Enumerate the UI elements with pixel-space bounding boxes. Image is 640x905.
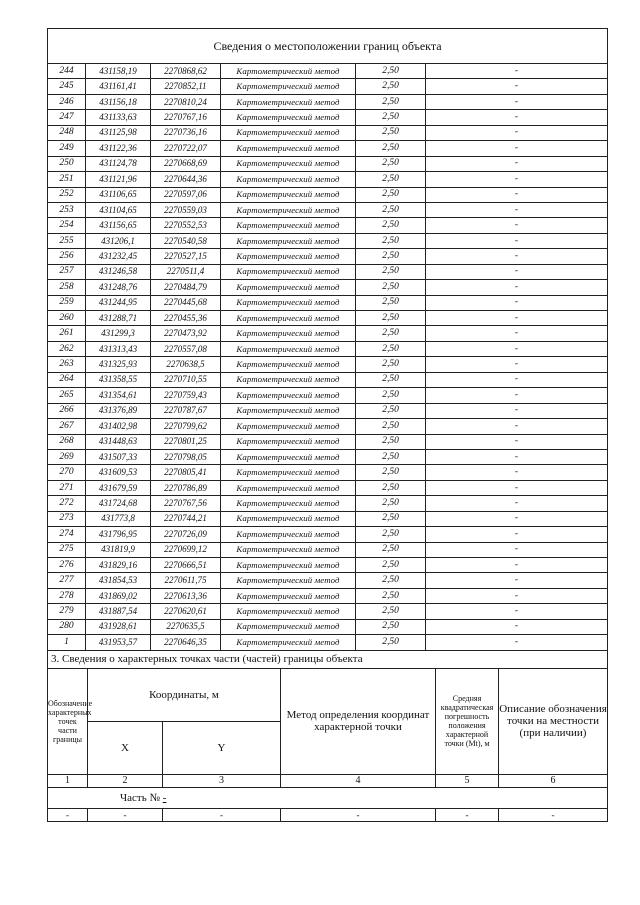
point-number-cell: 276 (48, 558, 86, 573)
point-number-cell: 255 (48, 233, 86, 248)
method-cell: Картометрический метод (221, 434, 356, 449)
description-cell: - (426, 64, 608, 79)
method-cell: Картометрический метод (221, 187, 356, 202)
coord-x-cell: 431869,02 (86, 588, 151, 603)
coord-x-cell: 431325,93 (86, 357, 151, 372)
coord-y-cell: 2270597,06 (151, 187, 221, 202)
table-row (48, 141, 608, 156)
column-number: 2 (88, 774, 163, 787)
precision-cell: 2,50 (356, 280, 426, 295)
coord-x-cell: 431773,8 (86, 511, 151, 526)
coords-header: Координаты, м (88, 668, 281, 721)
precision-cell: 2,50 (356, 527, 426, 542)
coord-y-cell: 2270810,24 (151, 94, 221, 109)
precision-cell: 2,50 (356, 64, 426, 79)
table-row (48, 125, 608, 140)
description-cell: - (426, 311, 608, 326)
description-cell: - (426, 558, 608, 573)
precision-cell: 2,50 (356, 187, 426, 202)
coord-y-cell: 2270455,36 (151, 311, 221, 326)
coord-x-cell: 431104,65 (86, 202, 151, 217)
point-number-cell: 272 (48, 496, 86, 511)
precision-cell: 2,50 (356, 79, 426, 94)
precision-cell: 2,50 (356, 465, 426, 480)
method-cell: Картометрический метод (221, 527, 356, 542)
precision-cell: 2,50 (356, 449, 426, 464)
coord-y-cell: 2270805,41 (151, 465, 221, 480)
point-number-cell: 265 (48, 388, 86, 403)
point-number-cell: 251 (48, 172, 86, 187)
coord-x-cell: 431206,1 (86, 233, 151, 248)
point-number-cell: 250 (48, 156, 86, 171)
method-cell: Картометрический метод (221, 465, 356, 480)
description-cell: - (426, 280, 608, 295)
method-header: Метод определения координат характерной точки (281, 668, 436, 774)
description-cell: - (426, 573, 608, 588)
method-cell: Картометрический метод (221, 156, 356, 171)
method-cell: Картометрический метод (221, 172, 356, 187)
empty-cell: - (163, 808, 281, 821)
method-cell: Картометрический метод (221, 341, 356, 356)
precision-cell: 2,50 (356, 604, 426, 619)
description-cell: - (426, 388, 608, 403)
method-cell: Картометрический метод (221, 280, 356, 295)
method-cell: Картометрический метод (221, 588, 356, 603)
precision-cell: 2,50 (356, 419, 426, 434)
section2-table (47, 28, 608, 651)
description-cell: - (426, 511, 608, 526)
precision-cell: 2,50 (356, 573, 426, 588)
precision-cell: 2,50 (356, 558, 426, 573)
point-label-header: Обозначение характерных точек части границы (48, 668, 88, 774)
description-cell: - (426, 357, 608, 372)
coord-y-cell: 2270787,67 (151, 403, 221, 418)
point-number-cell: 261 (48, 326, 86, 341)
document-sheet (47, 28, 607, 822)
point-number-cell: 259 (48, 295, 86, 310)
precision-cell: 2,50 (356, 249, 426, 264)
table-row (48, 449, 608, 464)
point-number-cell: 257 (48, 264, 86, 279)
table-row (48, 79, 608, 94)
point-number-cell: 280 (48, 619, 86, 634)
method-cell: Картометрический метод (221, 233, 356, 248)
precision-cell: 2,50 (356, 403, 426, 418)
precision-cell: 2,50 (356, 372, 426, 387)
coord-y-cell: 2270767,16 (151, 110, 221, 125)
coord-x-cell: 431854,53 (86, 573, 151, 588)
table-row (48, 619, 608, 634)
coord-y-cell: 2270798,05 (151, 449, 221, 464)
coord-x-cell: 431679,59 (86, 480, 151, 495)
method-cell: Картометрический метод (221, 419, 356, 434)
precision-cell: 2,50 (356, 156, 426, 171)
method-cell: Картометрический метод (221, 326, 356, 341)
precision-cell: 2,50 (356, 511, 426, 526)
coord-y-cell: 2270611,75 (151, 573, 221, 588)
description-cell: - (426, 326, 608, 341)
table-row (48, 249, 608, 264)
description-cell: - (426, 604, 608, 619)
method-cell: Картометрический метод (221, 295, 356, 310)
point-number-cell: 273 (48, 511, 86, 526)
table-row (48, 588, 608, 603)
point-number-cell: 256 (48, 249, 86, 264)
coord-x-cell: 431156,65 (86, 218, 151, 233)
table-row (48, 480, 608, 495)
table-row (48, 280, 608, 295)
coord-y-cell: 2270710,55 (151, 372, 221, 387)
coord-x-cell: 431158,19 (86, 64, 151, 79)
description-cell: - (426, 465, 608, 480)
point-number-cell: 258 (48, 280, 86, 295)
empty-cell: - (88, 808, 163, 821)
column-number: 6 (499, 774, 608, 787)
coord-x-cell: 431796,95 (86, 527, 151, 542)
coord-y-cell: 2270511,4 (151, 264, 221, 279)
precision-cell: 2,50 (356, 218, 426, 233)
description-header: Описание обозначения точки на местности (при наличии) (499, 668, 608, 774)
point-number-cell: 246 (48, 94, 86, 109)
precision-cell: 2,50 (356, 588, 426, 603)
table-row (48, 94, 608, 109)
section2-title: Сведения о местоположении границ объекта (48, 29, 608, 64)
point-number-cell: 252 (48, 187, 86, 202)
description-cell: - (426, 496, 608, 511)
precision-cell: 2,50 (356, 141, 426, 156)
coord-y-cell: 2270799,62 (151, 419, 221, 434)
section3-table (47, 650, 608, 822)
description-cell: - (426, 141, 608, 156)
point-number-cell: 260 (48, 311, 86, 326)
point-number-cell: 275 (48, 542, 86, 557)
description-cell: - (426, 434, 608, 449)
column-number: 3 (163, 774, 281, 787)
description-cell: - (426, 619, 608, 634)
description-cell: - (426, 125, 608, 140)
description-cell: - (426, 449, 608, 464)
coord-y-cell: 2270635,5 (151, 619, 221, 634)
precision-cell: 2,50 (356, 480, 426, 495)
coord-x-cell: 431246,58 (86, 264, 151, 279)
description-cell: - (426, 202, 608, 217)
coord-y-cell: 2270638,5 (151, 357, 221, 372)
method-cell: Картометрический метод (221, 125, 356, 140)
point-number-cell: 274 (48, 527, 86, 542)
table-row (48, 295, 608, 310)
table-row (48, 527, 608, 542)
table-row (48, 372, 608, 387)
precision-cell: 2,50 (356, 125, 426, 140)
coord-x-cell: 431724,68 (86, 496, 151, 511)
method-cell: Картометрический метод (221, 110, 356, 125)
coord-y-cell: 2270646,35 (151, 635, 221, 650)
coord-y-cell: 2270620,61 (151, 604, 221, 619)
coord-x-cell: 431106,65 (86, 187, 151, 202)
precision-cell: 2,50 (356, 341, 426, 356)
method-cell: Картометрический метод (221, 372, 356, 387)
method-cell: Картометрический метод (221, 202, 356, 217)
method-cell: Картометрический метод (221, 573, 356, 588)
table-row (48, 496, 608, 511)
description-cell: - (426, 172, 608, 187)
coord-y-cell: 2270852,11 (151, 79, 221, 94)
table-row (48, 202, 608, 217)
coord-y-cell: 2270557,08 (151, 341, 221, 356)
section3-title: 3. Сведения о характерных точках части (частей) границы объекта (48, 650, 608, 668)
coord-y-cell: 2270726,09 (151, 527, 221, 542)
empty-cell: - (48, 808, 88, 821)
table-row (48, 311, 608, 326)
coord-x-cell: 431507,33 (86, 449, 151, 464)
method-cell: Картометрический метод (221, 480, 356, 495)
coord-y-cell: 2270552,53 (151, 218, 221, 233)
table-row (48, 388, 608, 403)
table-row (48, 233, 608, 248)
precision-cell: 2,50 (356, 172, 426, 187)
coord-x-cell: 431288,71 (86, 311, 151, 326)
empty-cell: - (436, 808, 499, 821)
point-number-cell: 262 (48, 341, 86, 356)
coord-x-cell: 431156,18 (86, 94, 151, 109)
description-cell: - (426, 94, 608, 109)
coord-y-cell: 2270801,25 (151, 434, 221, 449)
part-row (48, 787, 608, 808)
point-number-cell: 244 (48, 64, 86, 79)
point-number-cell: 245 (48, 79, 86, 94)
method-cell: Картометрический метод (221, 388, 356, 403)
description-cell: - (426, 218, 608, 233)
precision-cell: 2,50 (356, 496, 426, 511)
precision-cell: 2,50 (356, 295, 426, 310)
method-cell: Картометрический метод (221, 403, 356, 418)
table-row (48, 511, 608, 526)
table-row (48, 558, 608, 573)
coord-y-cell: 2270759,43 (151, 388, 221, 403)
point-number-cell: 253 (48, 202, 86, 217)
coord-y-cell: 2270699,12 (151, 542, 221, 557)
table-row (48, 264, 608, 279)
description-cell: - (426, 419, 608, 434)
method-cell: Картометрический метод (221, 357, 356, 372)
part-label: Часть № (120, 791, 160, 804)
method-cell: Картометрический метод (221, 249, 356, 264)
table-row (48, 419, 608, 434)
point-number-cell: 254 (48, 218, 86, 233)
coord-x-cell: 431121,96 (86, 172, 151, 187)
coord-x-cell: 431133,63 (86, 110, 151, 125)
column-number: 4 (281, 774, 436, 787)
precision-cell: 2,50 (356, 264, 426, 279)
table-row (48, 604, 608, 619)
coord-x-cell: 431124,78 (86, 156, 151, 171)
coord-y-cell: 2270722,07 (151, 141, 221, 156)
description-cell: - (426, 295, 608, 310)
method-cell: Картометрический метод (221, 635, 356, 650)
method-cell: Картометрический метод (221, 496, 356, 511)
point-number-cell: 268 (48, 434, 86, 449)
coord-x-cell: 431829,16 (86, 558, 151, 573)
x-header: X (88, 721, 163, 774)
table-row (48, 187, 608, 202)
precision-cell: 2,50 (356, 357, 426, 372)
part-value: - (162, 791, 167, 804)
coord-x-cell: 431232,45 (86, 249, 151, 264)
point-number-cell: 267 (48, 419, 86, 434)
coord-x-cell: 431953,57 (86, 635, 151, 650)
description-cell: - (426, 635, 608, 650)
coord-x-cell: 431161,41 (86, 79, 151, 94)
description-cell: - (426, 156, 608, 171)
column-number: 5 (436, 774, 499, 787)
description-cell: - (426, 480, 608, 495)
description-cell: - (426, 233, 608, 248)
coord-y-cell: 2270666,51 (151, 558, 221, 573)
precision-cell: 2,50 (356, 110, 426, 125)
table-row (48, 64, 608, 79)
table-row (48, 156, 608, 171)
precision-cell: 2,50 (356, 388, 426, 403)
table-row (48, 434, 608, 449)
point-number-cell: 1 (48, 635, 86, 650)
coord-x-cell: 431313,43 (86, 341, 151, 356)
table-row (48, 403, 608, 418)
point-number-cell: 264 (48, 372, 86, 387)
coord-x-cell: 431125,98 (86, 125, 151, 140)
method-cell: Картометрический метод (221, 542, 356, 557)
description-cell: - (426, 79, 608, 94)
point-number-cell: 277 (48, 573, 86, 588)
method-cell: Картометрический метод (221, 141, 356, 156)
coord-y-cell: 2270445,68 (151, 295, 221, 310)
method-cell: Картометрический метод (221, 311, 356, 326)
table-row (48, 635, 608, 650)
description-cell: - (426, 403, 608, 418)
description-cell: - (426, 341, 608, 356)
coord-x-cell: 431402,98 (86, 419, 151, 434)
precision-cell: 2,50 (356, 434, 426, 449)
method-cell: Картометрический метод (221, 94, 356, 109)
precision-cell: 2,50 (356, 635, 426, 650)
coord-x-cell: 431609,53 (86, 465, 151, 480)
method-cell: Картометрический метод (221, 264, 356, 279)
coord-y-cell: 2270736,16 (151, 125, 221, 140)
coord-x-cell: 431358,55 (86, 372, 151, 387)
table-row (48, 357, 608, 372)
coord-x-cell: 431299,3 (86, 326, 151, 341)
point-number-cell: 263 (48, 357, 86, 372)
point-number-cell: 247 (48, 110, 86, 125)
table-row (48, 172, 608, 187)
point-number-cell: 270 (48, 465, 86, 480)
coord-y-cell: 2270744,21 (151, 511, 221, 526)
coord-x-cell: 431928,61 (86, 619, 151, 634)
coord-x-cell: 431248,76 (86, 280, 151, 295)
method-cell: Картометрический метод (221, 449, 356, 464)
column-number: 1 (48, 774, 88, 787)
precision-header: Средняя квадратическая погрешность положения характерной точки (Mt), м (436, 668, 499, 774)
table-row (48, 542, 608, 557)
coord-y-cell: 2270644,36 (151, 172, 221, 187)
method-cell: Картометрический метод (221, 558, 356, 573)
description-cell: - (426, 588, 608, 603)
description-cell: - (426, 187, 608, 202)
table-row (48, 218, 608, 233)
coord-x-cell: 431122,36 (86, 141, 151, 156)
point-number-cell: 278 (48, 588, 86, 603)
description-cell: - (426, 527, 608, 542)
method-cell: Картометрический метод (221, 604, 356, 619)
coord-x-cell: 431376,89 (86, 403, 151, 418)
empty-cell: - (499, 808, 608, 821)
precision-cell: 2,50 (356, 94, 426, 109)
method-cell: Картометрический метод (221, 64, 356, 79)
coord-x-cell: 431448,63 (86, 434, 151, 449)
method-cell: Картометрический метод (221, 619, 356, 634)
coord-y-cell: 2270473,92 (151, 326, 221, 341)
table-row (48, 326, 608, 341)
description-cell: - (426, 264, 608, 279)
description-cell: - (426, 110, 608, 125)
coord-y-cell: 2270767,56 (151, 496, 221, 511)
coord-x-cell: 431244,95 (86, 295, 151, 310)
coord-y-cell: 2270527,15 (151, 249, 221, 264)
precision-cell: 2,50 (356, 542, 426, 557)
precision-cell: 2,50 (356, 311, 426, 326)
coord-y-cell: 2270613,36 (151, 588, 221, 603)
point-number-cell: 248 (48, 125, 86, 140)
description-cell: - (426, 542, 608, 557)
coord-x-cell: 431819,9 (86, 542, 151, 557)
coord-y-cell: 2270540,58 (151, 233, 221, 248)
coord-x-cell: 431354,61 (86, 388, 151, 403)
precision-cell: 2,50 (356, 233, 426, 248)
point-number-cell: 271 (48, 480, 86, 495)
coord-y-cell: 2270559,03 (151, 202, 221, 217)
description-cell: - (426, 249, 608, 264)
point-number-cell: 249 (48, 141, 86, 156)
precision-cell: 2,50 (356, 619, 426, 634)
point-number-cell: 279 (48, 604, 86, 619)
method-cell: Картометрический метод (221, 218, 356, 233)
y-header: Y (163, 721, 281, 774)
coord-y-cell: 2270484,79 (151, 280, 221, 295)
table-row (48, 341, 608, 356)
description-cell: - (426, 372, 608, 387)
point-number-cell: 266 (48, 403, 86, 418)
table-row (48, 573, 608, 588)
method-cell: Картометрический метод (221, 79, 356, 94)
precision-cell: 2,50 (356, 326, 426, 341)
table-row (48, 110, 608, 125)
coord-y-cell: 2270786,89 (151, 480, 221, 495)
coord-y-cell: 2270668,69 (151, 156, 221, 171)
empty-cell: - (281, 808, 436, 821)
coord-y-cell: 2270868,62 (151, 64, 221, 79)
method-cell: Картометрический метод (221, 511, 356, 526)
point-number-cell: 269 (48, 449, 86, 464)
coord-x-cell: 431887,54 (86, 604, 151, 619)
precision-cell: 2,50 (356, 202, 426, 217)
table-row (48, 465, 608, 480)
